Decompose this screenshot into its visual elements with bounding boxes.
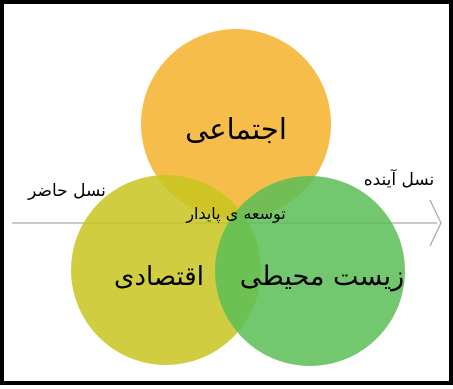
social-label: اجتماعی	[185, 112, 287, 146]
economic-label: اقتصادی	[114, 262, 204, 292]
future-generation-label: نسل آینده	[363, 170, 435, 190]
environmental-label: زیست محیطی	[239, 261, 405, 292]
sustainability-venn-diagram	[4, 4, 453, 389]
sustainable-development-label: توسعه ی پایدار	[186, 204, 286, 223]
present-generation-label: نسل حاضر	[28, 181, 106, 201]
